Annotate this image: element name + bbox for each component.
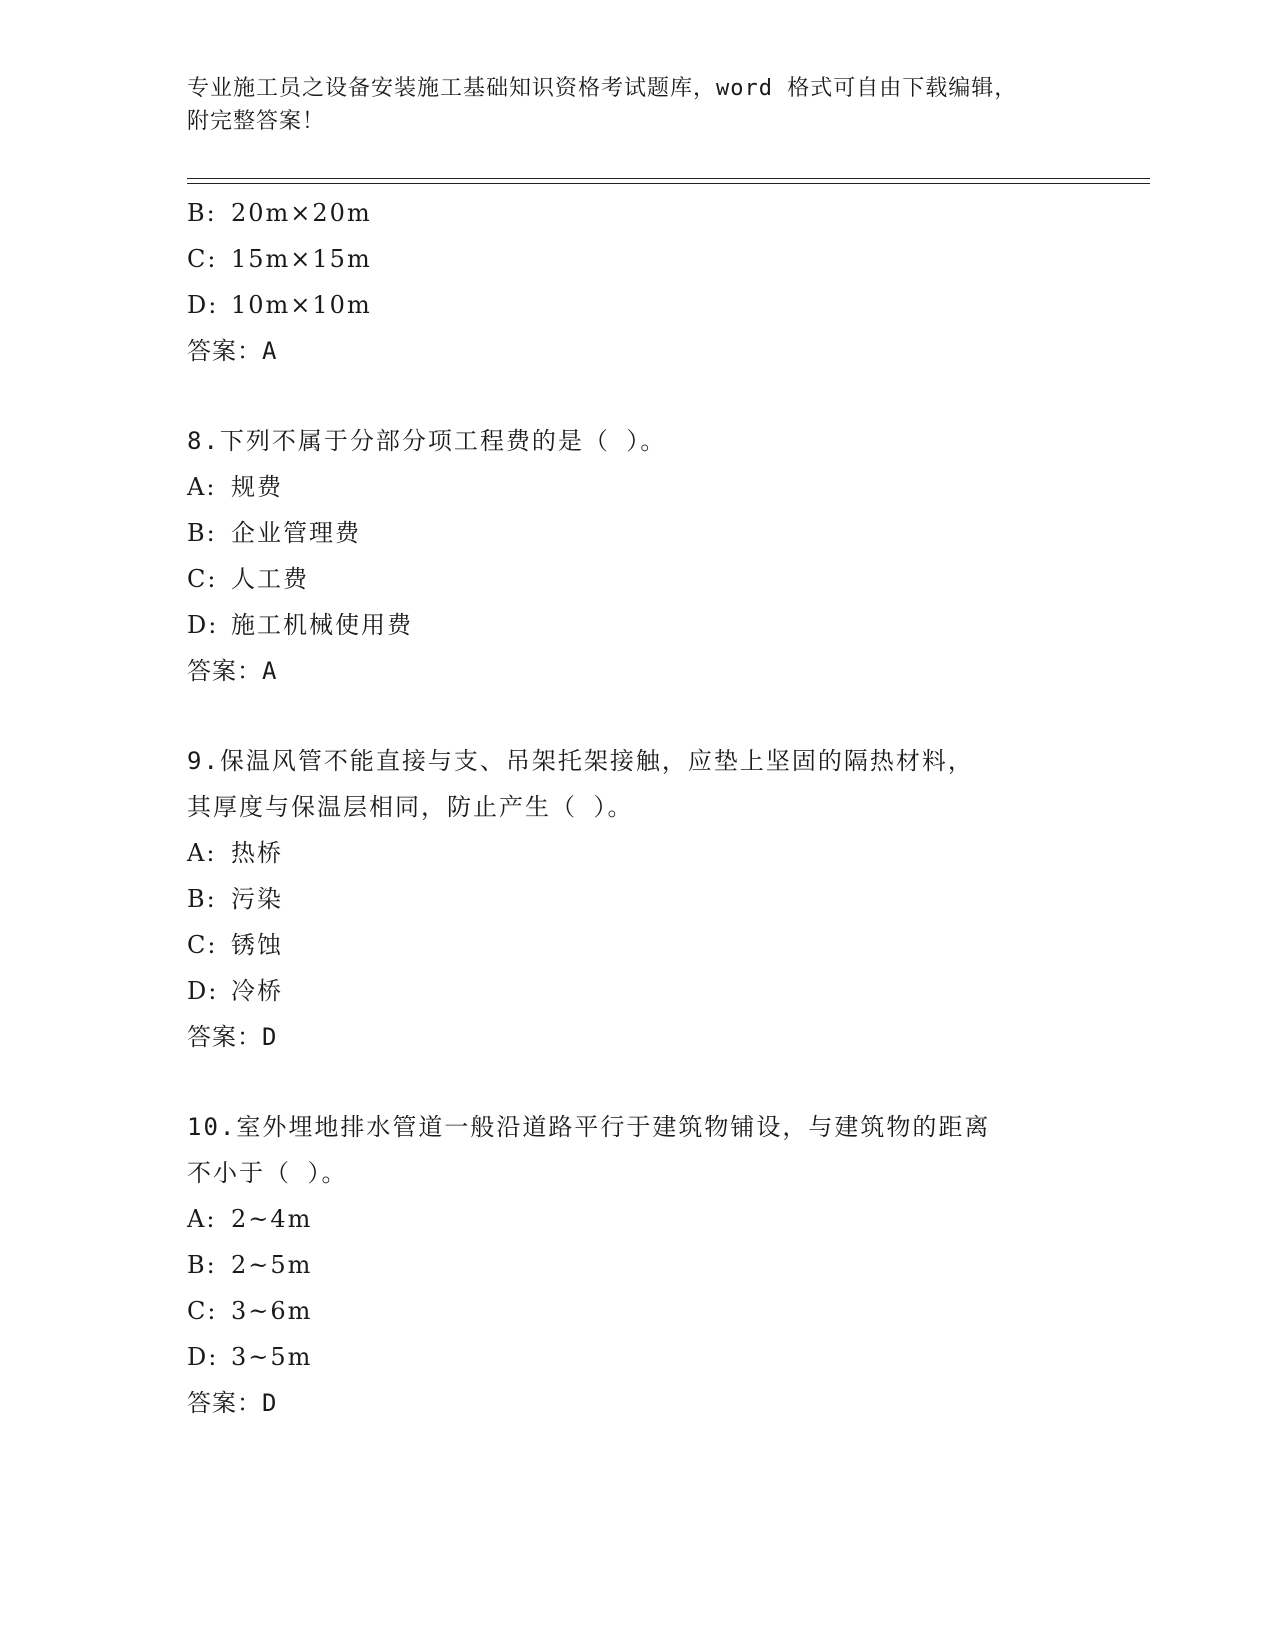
question-text-line-1: 10.室外埋地排水管道一般沿道路平行于建筑物铺设，与建筑物的距离	[187, 1113, 991, 1141]
option-letter: A:	[187, 1205, 217, 1233]
option-text: 3~5m	[231, 1343, 313, 1371]
option-letter: A:	[187, 473, 217, 501]
answer-line	[187, 328, 1087, 374]
option-letter: C:	[187, 245, 218, 273]
question-content	[187, 190, 1087, 1426]
option-d	[187, 1334, 1087, 1380]
option-text: 3~6m	[231, 1297, 313, 1325]
answer-value: D	[262, 1389, 278, 1417]
option-text: 锈蚀	[231, 931, 283, 959]
document-header	[187, 72, 1087, 138]
header-divider-bottom	[187, 183, 1150, 184]
option-d	[187, 602, 1087, 648]
question-text: 8.下列不属于分部分项工程费的是（ ）。	[187, 427, 667, 455]
answer-line	[187, 1380, 1087, 1426]
answer-line	[187, 648, 1087, 694]
option-letter: B:	[187, 885, 217, 913]
answer-label: 答案：	[187, 657, 262, 685]
question-text-line-1: 9.保温风管不能直接与支、吊架托架接触，应垫上坚固的隔热材料，	[187, 747, 974, 775]
question-7-continued	[187, 190, 1087, 374]
option-text: 20m×20m	[231, 199, 372, 227]
question-8	[187, 418, 1087, 694]
answer-value: D	[262, 1023, 278, 1051]
option-text: 企业管理费	[231, 519, 361, 547]
option-letter: D:	[187, 1343, 219, 1371]
header-line-2: 附完整答案！	[187, 109, 326, 134]
option-a	[187, 830, 1087, 876]
option-letter: B:	[187, 1251, 217, 1279]
answer-label: 答案：	[187, 1023, 262, 1051]
option-letter: D:	[187, 611, 219, 639]
option-letter: C:	[187, 1297, 218, 1325]
option-text: 污染	[231, 885, 283, 913]
answer-label: 答案：	[187, 337, 262, 365]
option-b	[187, 1242, 1087, 1288]
option-b	[187, 190, 1087, 236]
option-text: 15m×15m	[231, 245, 372, 273]
option-b	[187, 876, 1087, 922]
option-letter: B:	[187, 519, 217, 547]
option-c	[187, 922, 1087, 968]
header-line-1: 专业施工员之设备安装施工基础知识资格考试题库，word 格式可自由下载编辑，	[187, 76, 1018, 101]
question-9	[187, 738, 1087, 1060]
header-divider-top	[187, 178, 1150, 179]
option-b	[187, 510, 1087, 556]
option-c	[187, 556, 1087, 602]
answer-label: 答案：	[187, 1389, 262, 1417]
option-text: 冷桥	[231, 977, 283, 1005]
option-text: 2~5m	[231, 1251, 313, 1279]
option-letter: D:	[187, 291, 219, 319]
option-text: 热桥	[231, 839, 283, 867]
option-c	[187, 236, 1087, 282]
option-text: 人工费	[231, 565, 309, 593]
question-10	[187, 1104, 1087, 1426]
answer-value: A	[262, 657, 278, 685]
option-text: 规费	[231, 473, 283, 501]
option-d	[187, 968, 1087, 1014]
option-d	[187, 282, 1087, 328]
question-text-line-2: 不小于（ ）。	[187, 1159, 348, 1187]
option-a	[187, 1196, 1087, 1242]
option-letter: D:	[187, 977, 219, 1005]
answer-line	[187, 1014, 1087, 1060]
option-text: 施工机械使用费	[231, 611, 413, 639]
option-letter: A:	[187, 839, 217, 867]
option-letter: C:	[187, 565, 218, 593]
option-letter: C:	[187, 931, 218, 959]
option-text: 2~4m	[231, 1205, 313, 1233]
option-a	[187, 464, 1087, 510]
answer-value: A	[262, 337, 278, 365]
option-letter: B:	[187, 199, 217, 227]
option-c	[187, 1288, 1087, 1334]
question-text-line-2: 其厚度与保温层相同，防止产生（ ）。	[187, 793, 634, 821]
option-text: 10m×10m	[231, 291, 372, 319]
